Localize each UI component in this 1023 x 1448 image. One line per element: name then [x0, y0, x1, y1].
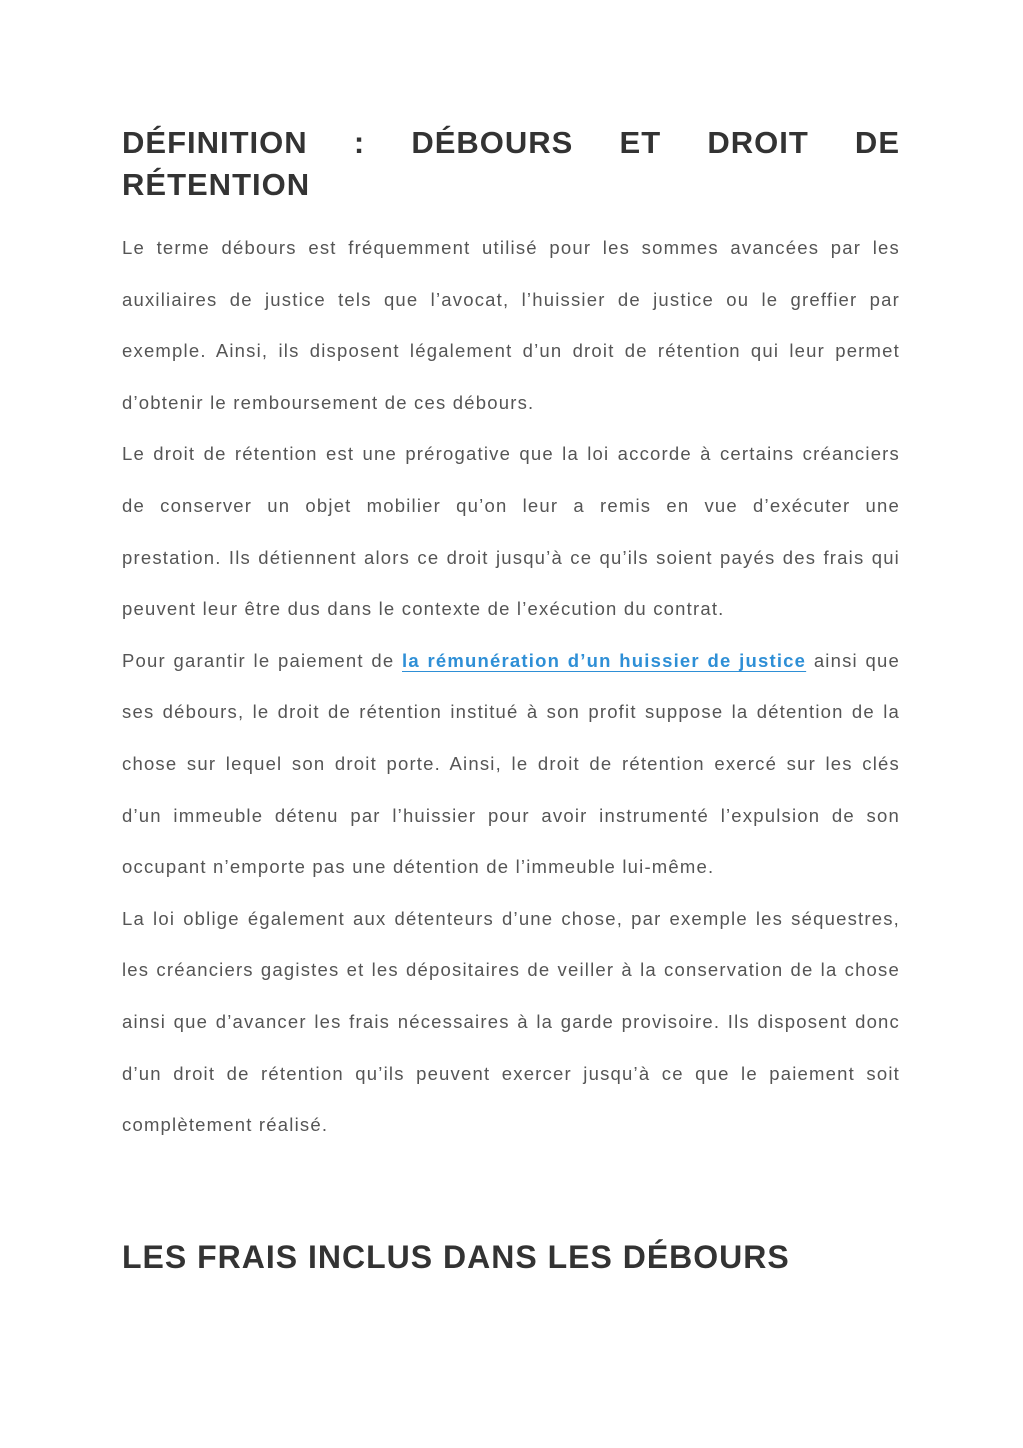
heading-definition: [122, 122, 900, 206]
heading-definition-line1: DÉFINITION : DÉBOURS ET DROIT DE: [122, 125, 900, 160]
heading-definition-line2: RÉTENTION: [122, 167, 311, 202]
paragraph-garantie-text-after: ainsi que ses débours, le droit de rétention institué à son profit suppose la détention de la chose sur lequel son droit porte. Ainsi, le droit de rétention exercé sur les clés d’un immeuble détenu par l’huissier pour avoir instrumenté l’expulsion de son occupant n’emporte pas une détention de l’immeuble lui-même.: [122, 649, 900, 878]
section-frais-inclus: [122, 1233, 900, 1281]
heading-frais-inclus: LES FRAIS INCLUS DANS LES DÉBOURS: [122, 1239, 790, 1275]
paragraph-debours: Le terme débours est fréquemment utilisé pour les sommes avancées par les auxiliaires de justice tels que l’avocat, l’huissier de justice ou le greffier par exemple. Ainsi, ils disposent légalement d’un droit de rétention qui leur permet d’obtenir le remboursement de ces débours.: [122, 237, 900, 413]
paragraph-droit-retention: Le droit de rétention est une prérogative que la loi accorde à certains créanciers de conserver un objet mobilier qu’on leur a remis en vue d’exécuter une prestation. Ils détiennent alors ce droit jusqu’à ce qu’ils soient payés des frais qui peuvent leur être dus dans le contexte de l’exécution du contrat.: [122, 443, 900, 620]
link-remuneration-huissier[interactable]: la rémunération d’un huissier de justice: [402, 649, 807, 671]
paragraph-garantie-text-before: Pour garantir le paiement de: [122, 649, 402, 671]
paragraph-garantie-paiement: [122, 635, 900, 893]
paragraph-obligation-detenteurs: La loi oblige également aux détenteurs d’une chose, par exemple les séquestres, les créanciers gagistes et les dépositaires de veiller à la conservation de la chose ainsi que d’avancer les frais nécessaires à la garde provisoire. Ils disposent donc d’un droit de rétention qu’ils peuvent exercer jusqu’à ce que le paiement soit complètement réalisé.: [122, 907, 900, 1136]
section-definition: [122, 122, 900, 1151]
